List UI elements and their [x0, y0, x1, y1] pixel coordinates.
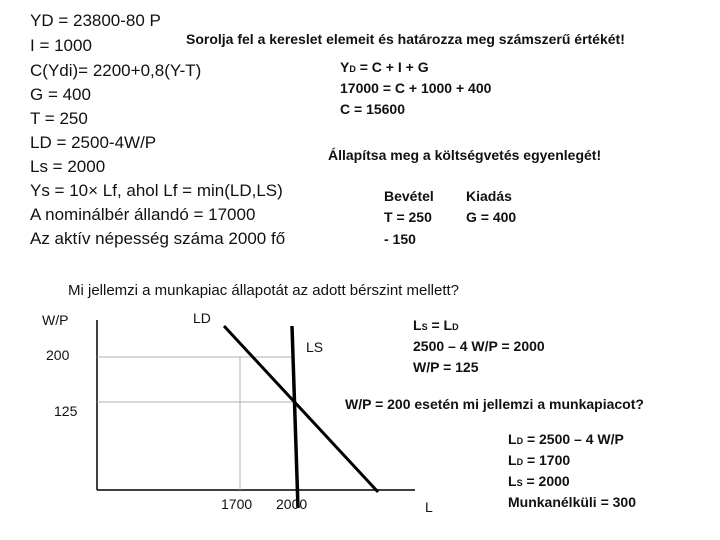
given-line-population: Az aktív népesség száma 2000 fő — [30, 229, 286, 248]
equilibrium-substituted: 2500 – 4 W/P = 2000 — [413, 338, 545, 354]
budget-balance: - 150 — [384, 231, 416, 247]
given-line-c: C(Ydi)= 2200+0,8(Y-T) — [30, 61, 202, 80]
equilibrium-equation: LS = LD — [413, 317, 459, 333]
answer-ld-formula: LD = 2500 – 4 W/P — [508, 431, 624, 447]
y-tick-200: 200 — [46, 347, 70, 363]
given-line-wage: A nominálbér állandó = 17000 — [30, 205, 256, 224]
given-line-ld: LD = 2500-4W/P — [30, 133, 157, 152]
task-demand-components: Sorolja fel a kereslet elemeit és határozza meg számszerű értékét! — [186, 31, 625, 47]
question-wage-200: W/P = 200 esetén mi jellemzi a munkapiacot? — [345, 396, 644, 412]
equilibrium-wage: W/P = 125 — [413, 359, 479, 375]
x-tick-1700: 1700 — [221, 496, 253, 512]
labour-market-question: Mi jellemzi a munkapiac állapotát az adott bérszint mellett? — [68, 282, 460, 299]
ld-curve-label: LD — [193, 310, 211, 326]
given-line-t: T = 250 — [30, 109, 88, 128]
given-line-ls: Ls = 2000 — [30, 157, 106, 176]
x-tick-2000: 2000 — [276, 496, 308, 512]
identity-equation: YD = C + I + G — [340, 59, 429, 75]
expense-value: G = 400 — [466, 209, 517, 225]
ls-curve-label: LS — [306, 339, 324, 355]
x-axis-label: L — [425, 499, 433, 515]
identity-substituted: 17000 = C + 1000 + 400 — [340, 80, 492, 96]
consumption-result: C = 15600 — [340, 101, 405, 117]
given-line-i: I = 1000 — [30, 36, 92, 55]
expense-header: Kiadás — [466, 188, 512, 204]
given-line-g: G = 400 — [30, 85, 91, 104]
answer-ld-value: LD = 1700 — [508, 452, 571, 468]
given-line-ys: Ys = 10× Lf, ahol Lf = min(LD,LS) — [30, 181, 283, 200]
y-tick-125: 125 — [54, 403, 78, 419]
task-budget-balance: Állapítsa meg a költségvetés egyenlegét! — [328, 147, 602, 163]
revenue-header: Bevétel — [384, 188, 434, 204]
answer-unemployed: Munkanélküli = 300 — [508, 494, 636, 510]
answer-ls-value: LS = 2000 — [508, 473, 570, 489]
ls-curve — [292, 326, 298, 508]
revenue-value: T = 250 — [384, 209, 432, 225]
y-axis-label: W/P — [42, 312, 69, 328]
given-line-yd: YD = 23800-80 P — [30, 11, 161, 30]
